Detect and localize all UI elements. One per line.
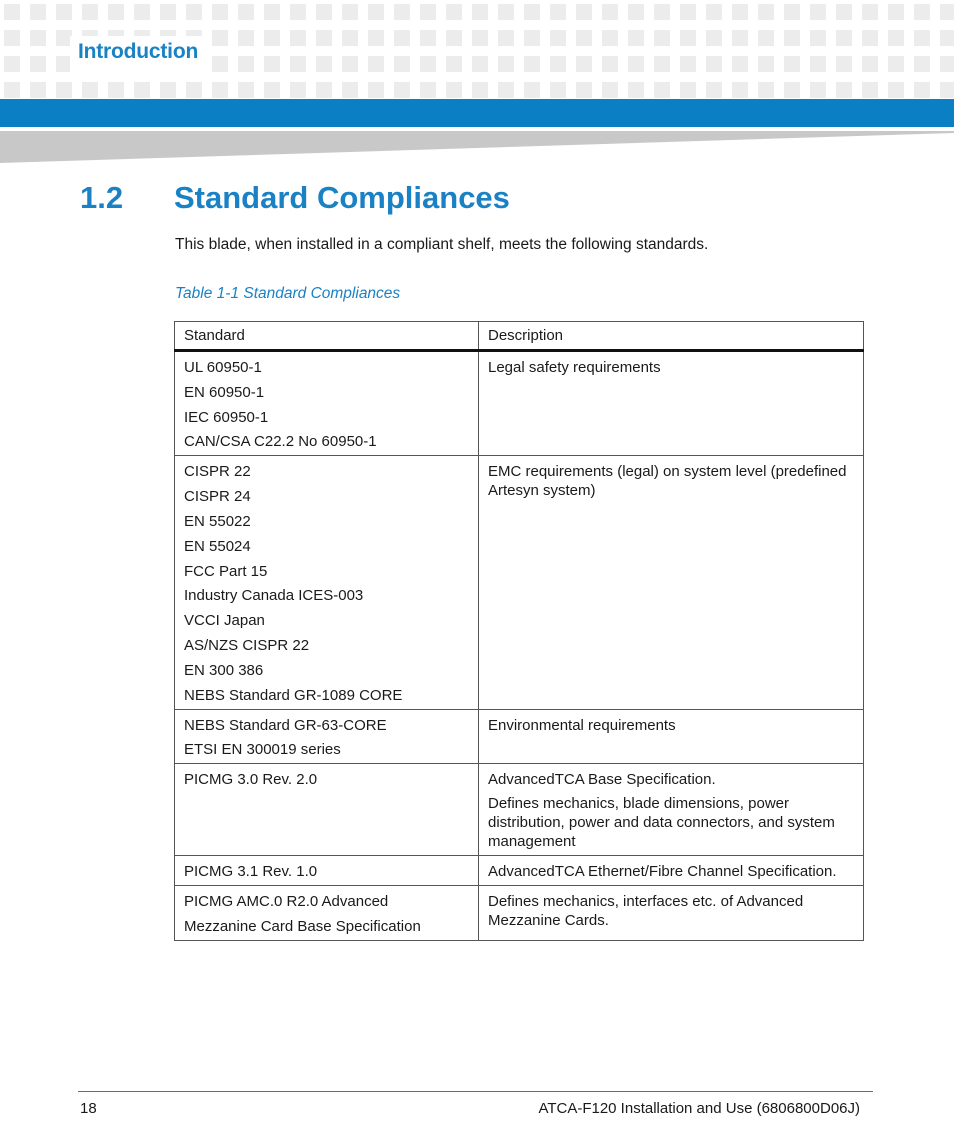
compliance-table [174, 321, 864, 941]
standard-name: ETSI EN 300019 series [184, 741, 341, 759]
standard-name: EN 60950-1 [184, 383, 265, 401]
standard-name: Industry Canada ICES-003 [184, 587, 364, 605]
standard-name: CISPR 24 [184, 488, 251, 506]
table-row [175, 764, 864, 856]
standard-cell [175, 856, 479, 886]
description-text: Defines mechanics, blade dimensions, power distribution, power and data connectors, and system management [488, 795, 835, 851]
description-cell [479, 856, 864, 886]
page-number: 18 [80, 1100, 97, 1117]
header-blue-band [0, 99, 954, 127]
standard-name: EN 55024 [184, 537, 251, 555]
column-header-description: Description [479, 322, 864, 351]
compliance-table-wrapper [174, 321, 863, 941]
standard-name: PICMG 3.0 Rev. 2.0 [184, 771, 318, 789]
description-cell [479, 886, 864, 941]
standard-name: NEBS Standard GR-63-CORE [184, 716, 387, 734]
table-row [175, 456, 864, 709]
standard-cell [175, 456, 479, 709]
standard-name: IEC 60950-1 [184, 408, 269, 426]
table-header-row [175, 322, 864, 351]
description-text: Defines mechanics, interfaces etc. of Advanced Mezzanine Cards. [488, 893, 804, 930]
description-text: EMC requirements (legal) on system level (predefined Artesyn system) [488, 463, 847, 500]
table-caption: Table 1-1 Standard Compliances [175, 285, 401, 302]
standard-name: CISPR 22 [184, 463, 251, 481]
standard-name: VCCI Japan [184, 612, 265, 630]
page-heading [80, 180, 510, 216]
heading-title: Standard Compliances [174, 180, 510, 215]
standard-cell [175, 886, 479, 941]
description-text: AdvancedTCA Ethernet/Fibre Channel Specification. [488, 863, 837, 881]
table-row [175, 351, 864, 456]
table-row [175, 709, 864, 764]
standard-name: FCC Part 15 [184, 562, 268, 580]
description-text: Legal safety requirements [488, 359, 661, 376]
header-gray-wedge [0, 131, 954, 163]
standard-name: EN 300 386 [184, 661, 264, 679]
standard-name: UL 60950-1 [184, 359, 262, 376]
standard-name: CAN/CSA C22.2 No 60950-1 [184, 433, 377, 451]
document-title: ATCA-F120 Installation and Use (6806800D06J) [538, 1100, 860, 1117]
section-label: Introduction [78, 40, 199, 63]
table-body [175, 351, 864, 941]
standard-name: AS/NZS CISPR 22 [184, 636, 310, 654]
standard-name: PICMG AMC.0 R2.0 Advanced [184, 893, 389, 911]
standard-cell [175, 764, 479, 856]
footer-rule [78, 1091, 873, 1092]
standard-name: PICMG 3.1 Rev. 1.0 [184, 863, 318, 881]
description-cell [479, 456, 864, 709]
standard-cell [175, 351, 479, 456]
table-row [175, 886, 864, 941]
standard-name: NEBS Standard GR-1089 CORE [184, 686, 403, 704]
table-row [175, 856, 864, 886]
column-header-standard: Standard [175, 322, 479, 351]
intro-paragraph: This blade, when installed in a compliant shelf, meets the following standards. [175, 236, 709, 253]
description-text: AdvancedTCA Base Specification. [488, 771, 716, 789]
heading-number: 1.2 [80, 180, 124, 215]
description-cell [479, 709, 864, 764]
description-cell [479, 351, 864, 456]
description-text: Environmental requirements [488, 716, 676, 734]
description-cell [479, 764, 864, 856]
standard-cell [175, 709, 479, 764]
standard-name: Mezzanine Card Base Specification [184, 918, 421, 936]
standard-name: EN 55022 [184, 512, 251, 530]
